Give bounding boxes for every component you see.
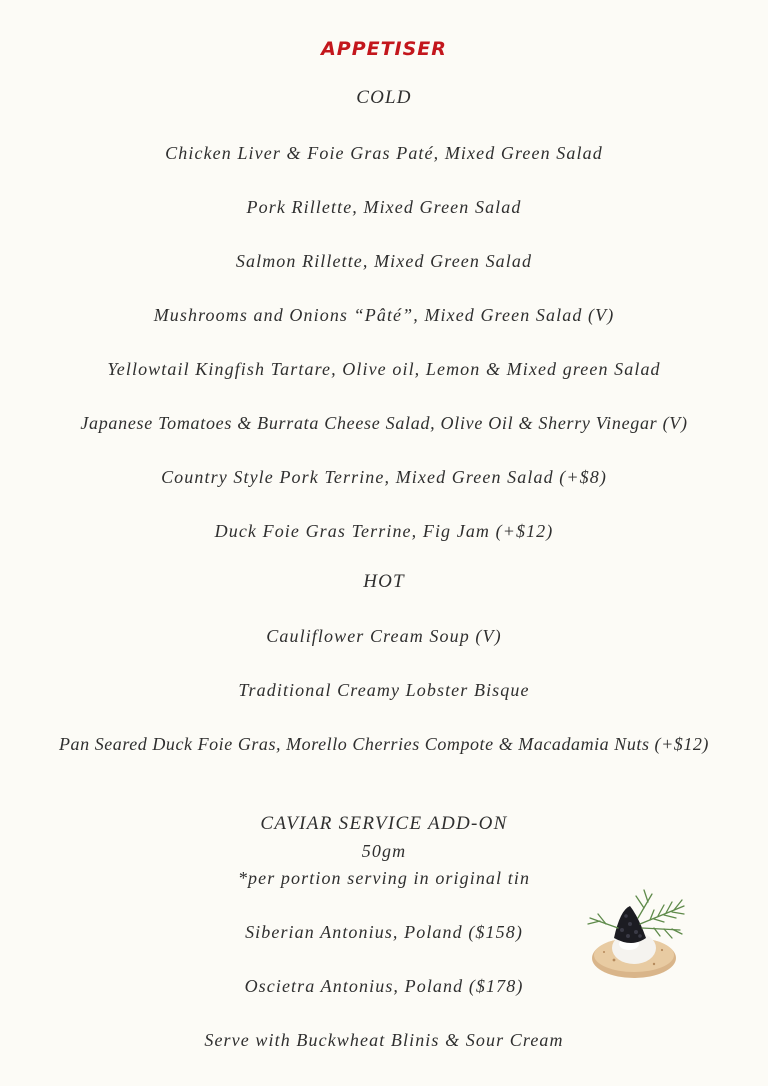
menu-item: Pan Seared Duck Foie Gras, Morello Cherries Compote & Macadamia Nuts (+$12): [59, 734, 709, 754]
menu-item: Chicken Liver & Foie Gras Paté, Mixed Green Salad: [165, 143, 603, 163]
caviar-serve-note: Serve with Buckwheat Blinis & Sour Cream: [204, 1030, 564, 1050]
caviar-option: Siberian Antonius, Poland ($158): [245, 922, 523, 942]
menu-item: Traditional Creamy Lobster Bisque: [238, 680, 530, 700]
menu-heading: APPETISER: [321, 38, 447, 60]
caviar-option: Oscietra Antonius, Poland ($178): [244, 976, 524, 996]
menu-item: Yellowtail Kingfish Tartare, Olive oil, Lemon & Mixed green Salad: [107, 359, 661, 379]
section-label-hot: HOT: [363, 571, 405, 592]
menu-item: Country Style Pork Terrine, Mixed Green Salad (+$8): [161, 467, 607, 487]
menu-item: Salmon Rillette, Mixed Green Salad: [235, 251, 533, 271]
menu-item: Pork Rillette, Mixed Green Salad: [246, 197, 522, 217]
caviar-blini-illustration: [584, 888, 692, 988]
section-label-cold: COLD: [356, 87, 412, 108]
caviar-weight: 50gm: [361, 841, 407, 861]
menu-item: Japanese Tomatoes & Burrata Cheese Salad, Olive Oil & Sherry Vinegar (V): [80, 413, 688, 433]
menu-item: Mushrooms and Onions “Pâté”, Mixed Green Salad (V): [153, 305, 615, 325]
menu-item: Duck Foie Gras Terrine, Fig Jam (+$12): [214, 521, 554, 541]
caviar-section-title: CAVIAR SERVICE ADD-ON: [260, 813, 508, 834]
caviar-note: *per portion serving in original tin: [237, 868, 531, 888]
menu-item: Cauliflower Cream Soup (V): [266, 626, 502, 646]
